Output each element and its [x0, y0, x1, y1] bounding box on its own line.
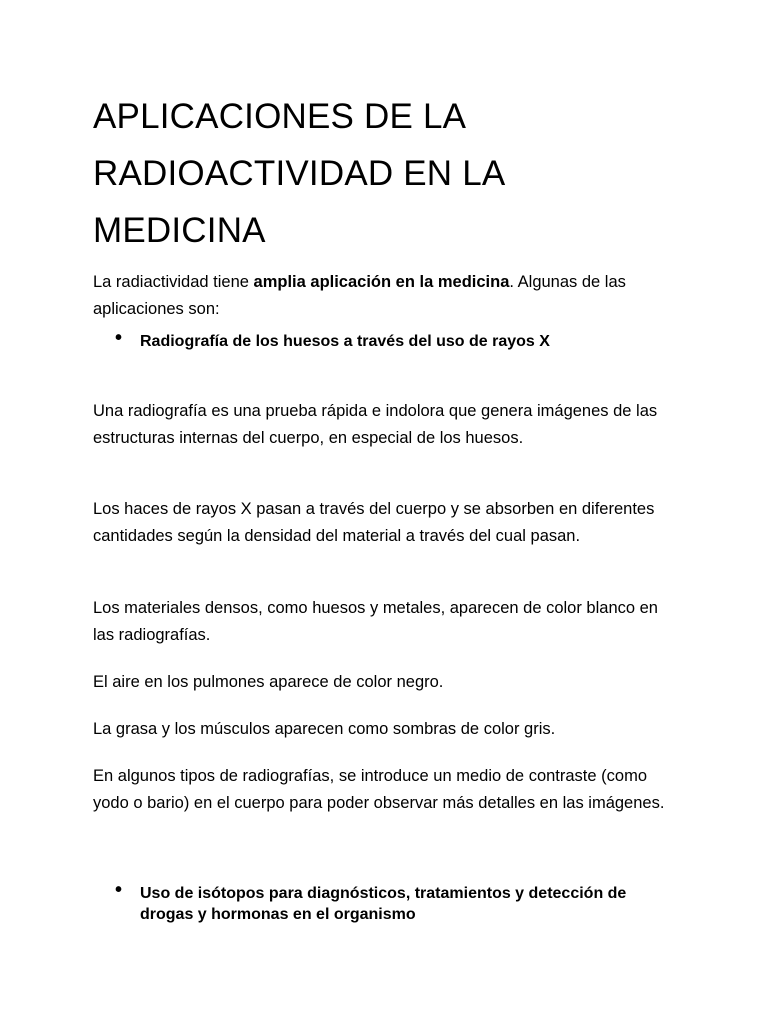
bullet-marker: •: [115, 327, 123, 349]
bullet-text: Radiografía de los huesos a través del uso de rayos X: [140, 333, 550, 350]
bullet-marker: •: [115, 879, 123, 901]
intro-text-end: . Algunas de las aplicaciones son:: [93, 273, 626, 318]
title-line-3: MEDICINA: [93, 211, 266, 250]
intro-bold-text: amplia aplicación en la medicina: [253, 273, 510, 291]
page-title: [93, 88, 693, 259]
bullet-item-isotopos: [115, 879, 675, 925]
paragraph-3: Los materiales densos, como huesos y metales, aparecen de color blanco en las radiografías.: [93, 599, 658, 644]
paragraph-5: La grasa y los músculos aparecen como sombras de color gris.: [93, 720, 556, 738]
title-line-1: APLICACIONES DE LA: [93, 97, 467, 136]
intro-paragraph: [93, 269, 673, 322]
bullet-item-radiografia: [115, 327, 675, 352]
title-line-2: RADIOACTIVIDAD EN LA: [93, 154, 506, 193]
paragraph-6: En algunos tipos de radiografías, se introduce un medio de contraste (como yodo o bario) en el cuerpo para poder observar más detalles en las imágenes.: [93, 767, 665, 812]
paragraph-1: Una radiografía es una prueba rápida e indolora que genera imágenes de las estructuras internas del cuerpo, en especial de los huesos.: [93, 402, 658, 447]
paragraph-2: Los haces de rayos X pasan a través del cuerpo y se absorben en diferentes cantidades según la densidad del material a través del cual pasan.: [93, 500, 655, 545]
bullet-text: Uso de isótopos para diagnósticos, tratamientos y detección de drogas y hormonas en el organismo: [140, 885, 627, 923]
paragraph-4: El aire en los pulmones aparece de color negro.: [93, 673, 444, 691]
intro-text-start: La radiactividad tiene: [93, 273, 254, 291]
